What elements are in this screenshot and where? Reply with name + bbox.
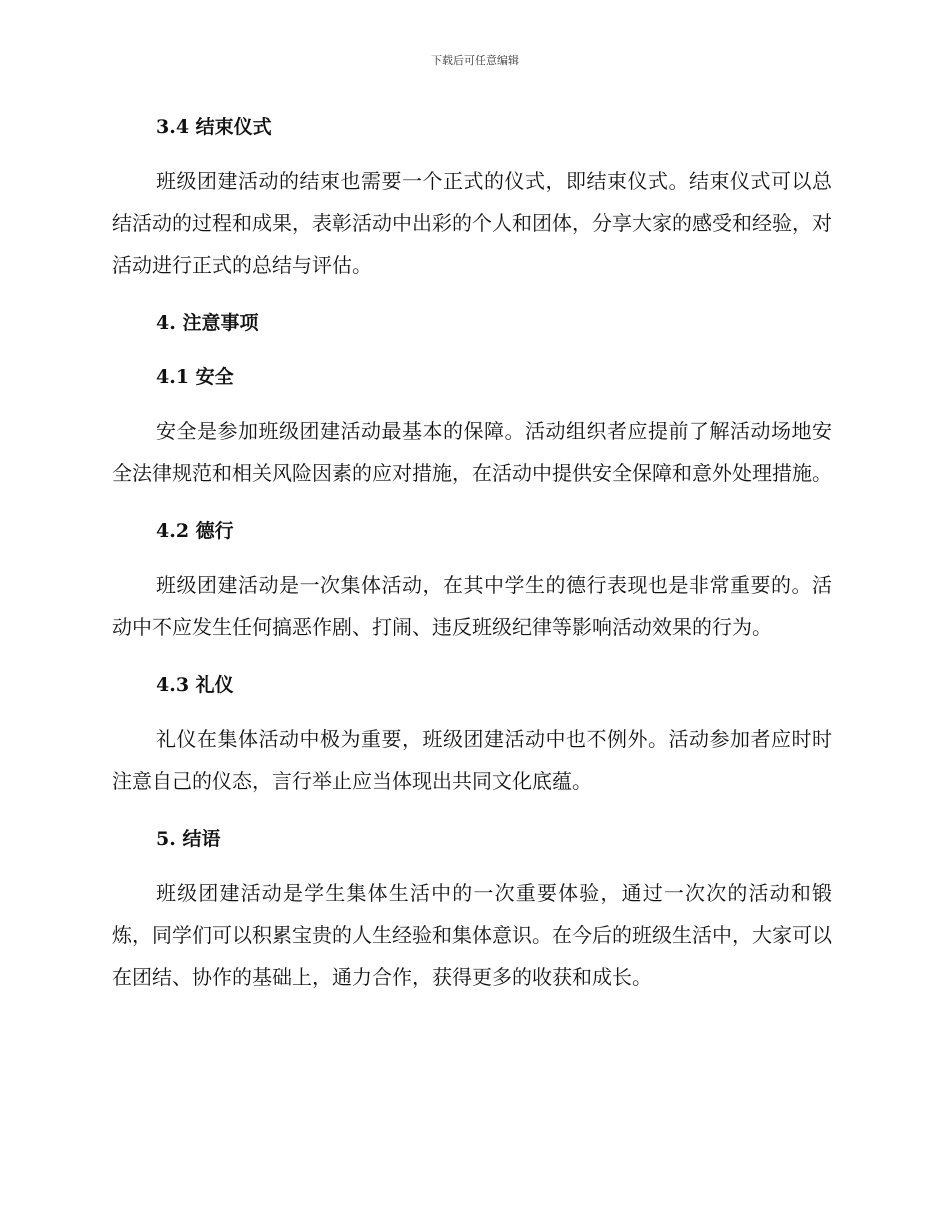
section-heading-4-3: 4.3 礼仪 [156,674,234,696]
section-paragraph-4-2: 班级团建活动是一次集体活动，在其中学生的德行表现也是非常重要的。活动中不应发生任何搞恶作剧、打闹、违反班级纪律等影响活动效果的行为。 [112,573,832,639]
document-body [112,110,832,998]
page-header: 下载后可任意编辑 [431,54,519,67]
section-paragraph-5: 班级团建活动是学生集体生活中的一次重要体验，通过一次次的活动和锻炼，同学们可以积累宝贵的人生经验和集体意识。在今后的班级生活中，大家可以在团结、协作的基础上，通力合作，获得更多的收获和成长。 [112,881,832,989]
section-paragraph-3-4: 班级团建活动的结束也需要一个正式的仪式，即结束仪式。结束仪式可以总结活动的过程和成果，表彰活动中出彩的个人和团体，分享大家的感受和经验，对活动进行正式的总结与评估。 [112,169,832,277]
section-heading-3-4: 3.4 结束仪式 [156,116,272,138]
section-paragraph-4-1: 安全是参加班级团建活动最基本的保障。活动组织者应提前了解活动场地安全法律规范和相关风险因素的应对措施，在活动中提供安全保障和意外处理措施。 [112,419,832,485]
section-paragraph-4-3: 礼仪在集体活动中极为重要，班级团建活动中也不例外。活动参加者应时时注意自己的仪态，言行举止应当体现出共同文化底蕴。 [112,727,832,793]
section-heading-4-1: 4.1 安全 [156,366,234,388]
section-heading-4-2: 4.2 德行 [156,520,234,542]
section-heading-5: 5. 结语 [156,828,221,850]
section-heading-4: 4. 注意事项 [156,312,259,334]
